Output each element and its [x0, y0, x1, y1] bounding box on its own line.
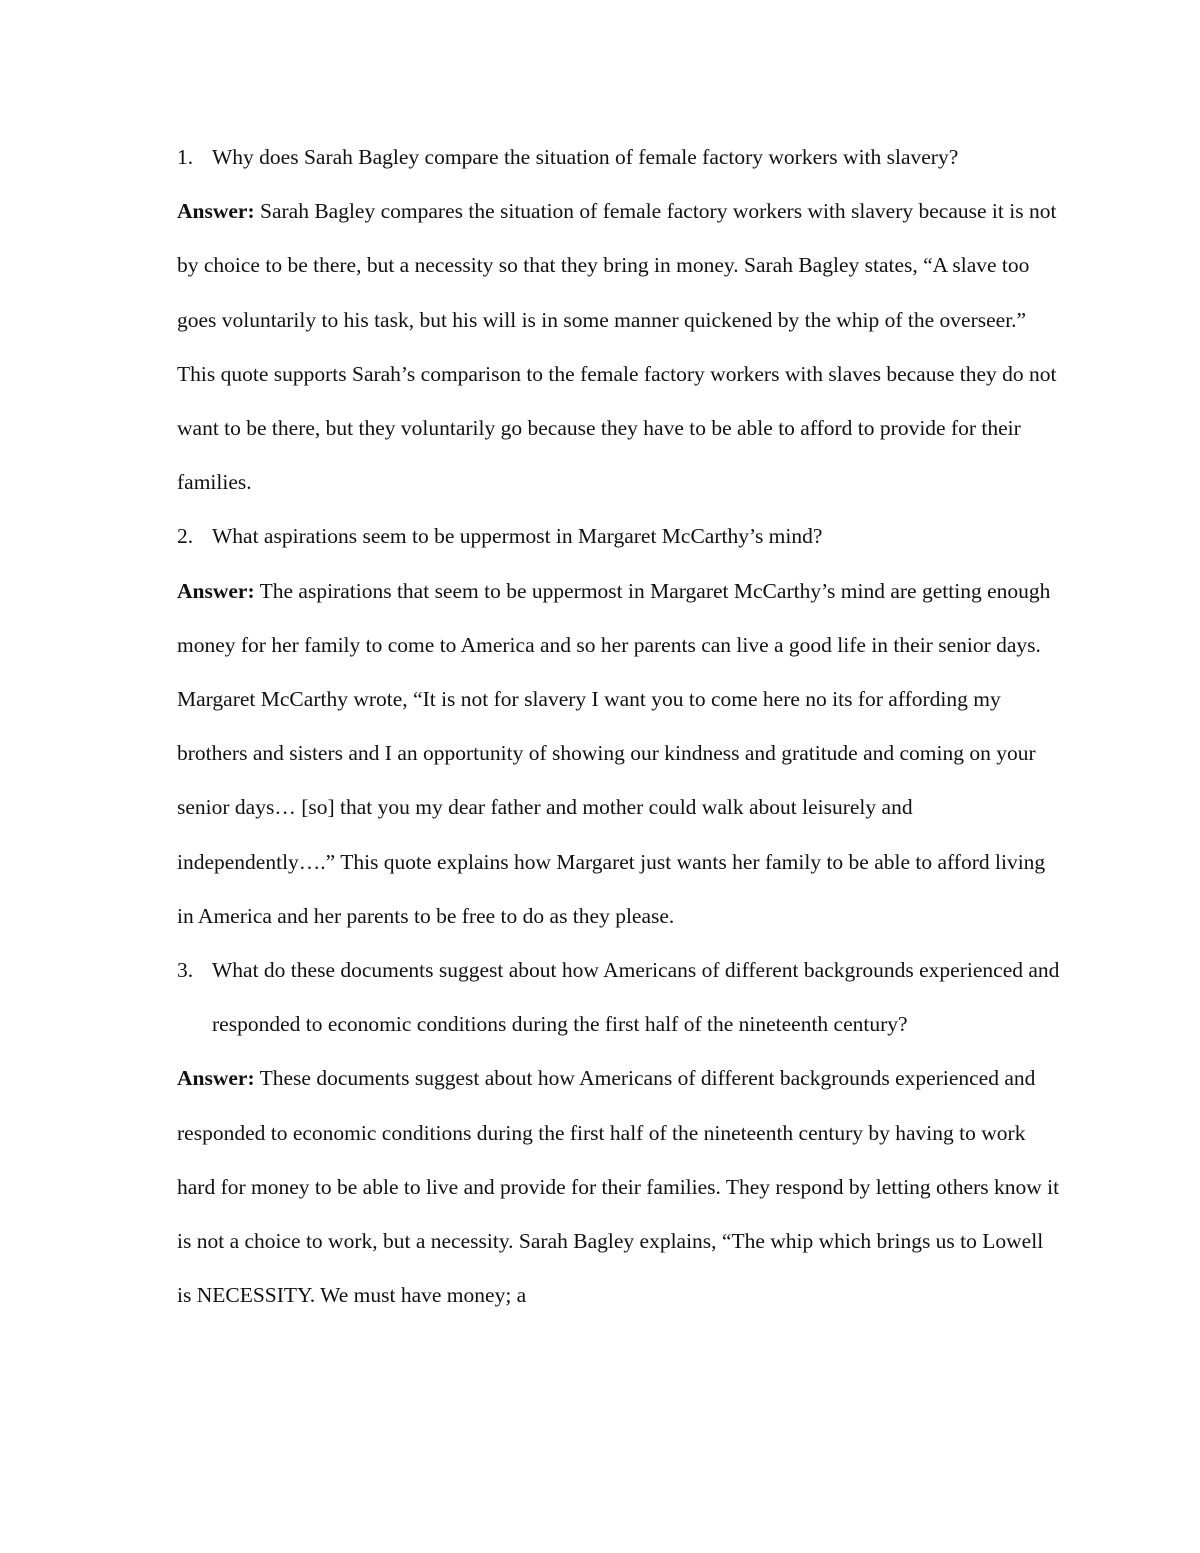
answer-text: Sarah Bagley compares the situation of female factory workers with slavery because it is not by choice to be there, but a necessity so that they bring in money. Sarah Bagley states, “A slave too goes voluntarily to his task, but his will is in some manner quickened by the whip of the overseer.” This quote supports Sarah’s comparison to the female factory workers with slaves because they do not want to be there, but they voluntarily go because they have to be able to afford to provide for their families.	[177, 199, 1057, 495]
question-1	[177, 130, 1062, 184]
answer-label: Answer:	[177, 1066, 255, 1091]
answer-1	[177, 184, 1062, 509]
answer-label: Answer:	[177, 199, 255, 224]
answer-3	[177, 1051, 1062, 1322]
question-2	[177, 509, 1062, 563]
answer-label: Answer:	[177, 578, 255, 603]
question-number: 2.	[177, 524, 194, 549]
document-body	[177, 130, 1062, 1322]
question-number: 3.	[177, 958, 194, 983]
question-number: 1.	[177, 145, 194, 169]
question-text: What aspirations seem to be uppermost in Margaret McCarthy’s mind?	[212, 524, 823, 549]
question-text: Why does Sarah Bagley compare the situation of female factory workers with slavery?	[212, 145, 959, 169]
question-3	[177, 943, 1062, 1051]
answer-text: The aspirations that seem to be uppermost in Margaret McCarthy’s mind are getting enough money for her family to come to America and so her parents can live a good life in their senior days. Margaret McCarthy wrote, “It is not for slavery I want you to come here no its for affording my brothers and sisters and I an opportunity of showing our kindness and gratitude and coming on your senior days… [so] that you my dear father and mother could walk about leisurely and independently….” This quote explains how Margaret just wants her family to be able to afford living in America and her parents to be free to do as they please.	[177, 578, 1051, 928]
answer-text: These documents suggest about how Americans of different backgrounds experienced and responded to economic conditions during the first half of the nineteenth century by having to work hard for money to be able to live and provide for their families. They respond by letting others know it is not a choice to work, but a necessity. Sarah Bagley explains, “The whip which brings us to Lowell is NECESSITY. We must have money; a	[177, 1066, 1060, 1308]
answer-2	[177, 564, 1062, 943]
question-text: What do these documents suggest about how Americans of different backgrounds experienced and responded to economic conditions during the first half of the nineteenth century?	[212, 958, 1060, 1037]
